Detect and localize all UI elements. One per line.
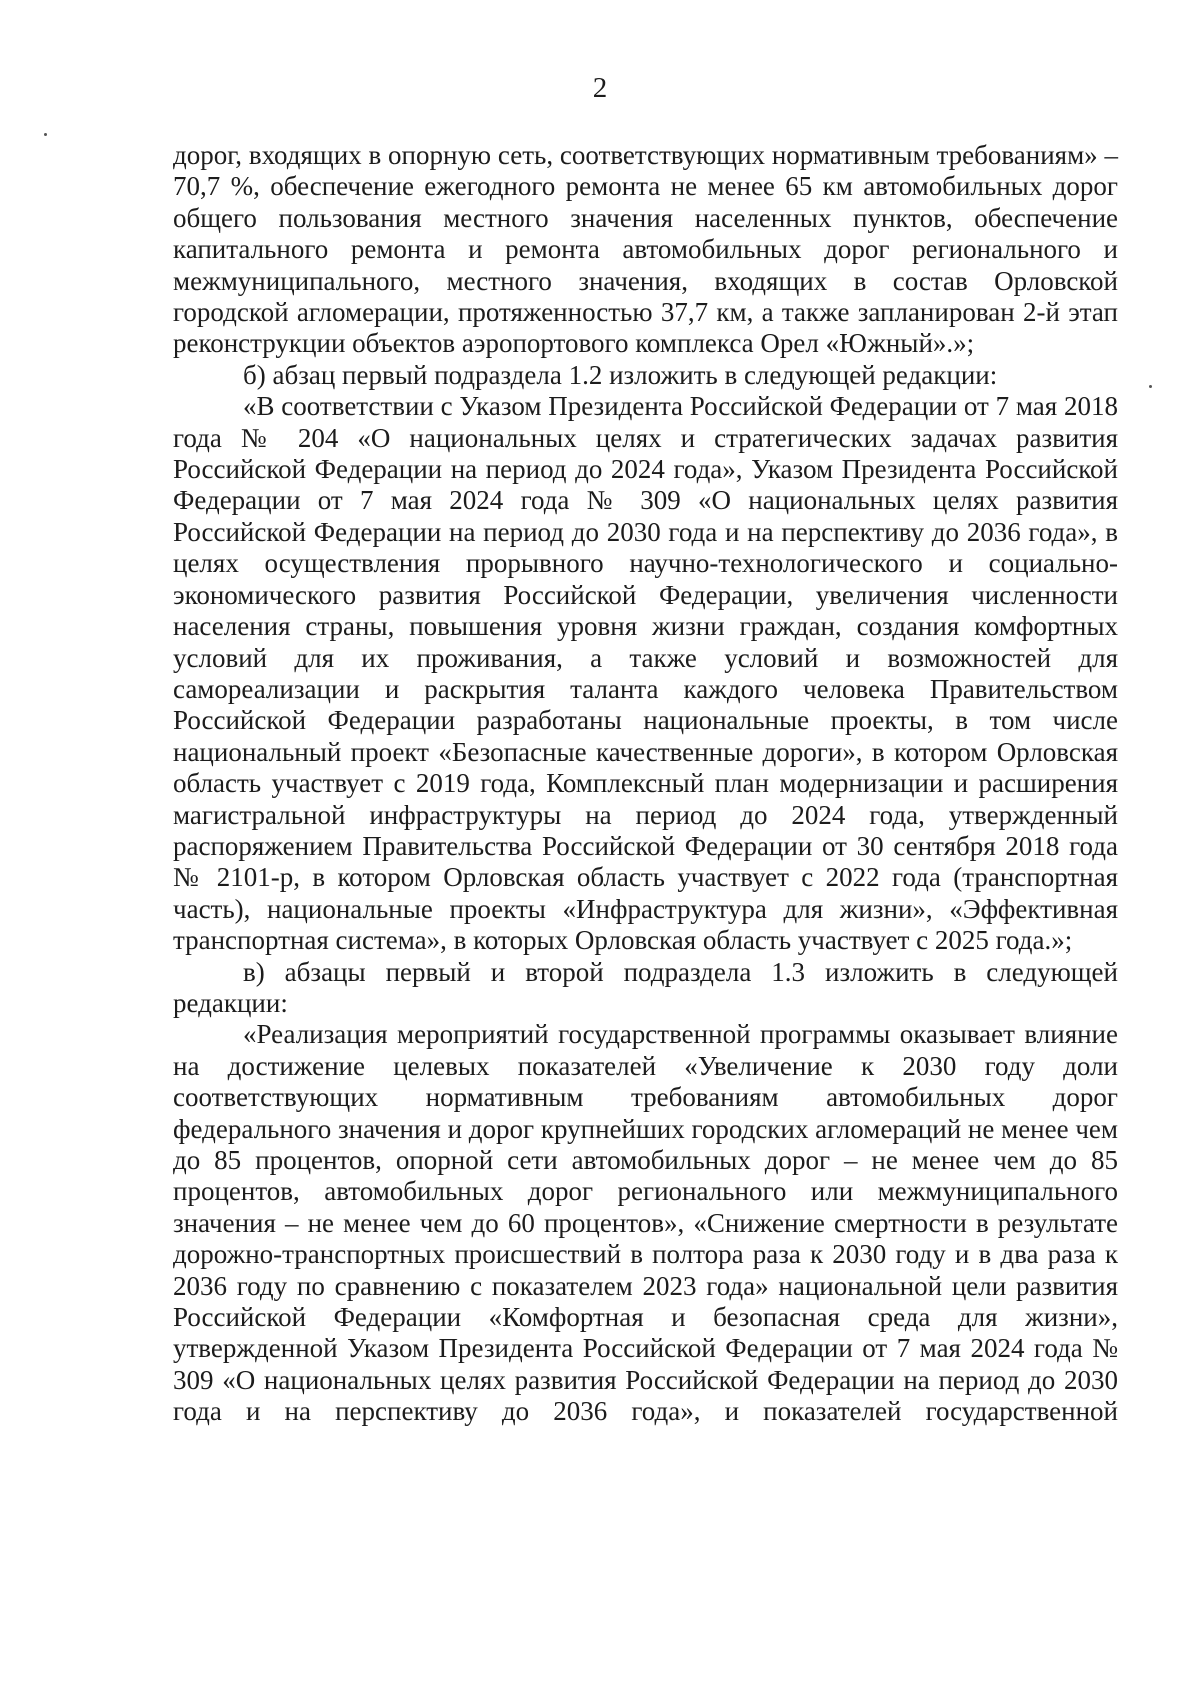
paragraph-item-v: в) абзацы первый и второй подраздела 1.3 изложить в следующей редакции: xyxy=(173,956,1118,1018)
page-number: 2 xyxy=(592,72,608,104)
scan-speck xyxy=(44,133,47,136)
document-body xyxy=(173,140,1118,1428)
paragraph-quote-1-2: «В соответствии с Указом Президента Российской Федерации от 7 мая 2018 года № 204 «О национальных целях и стратегических задачах развития Российской Федерации на период до 2024 года», Указом Президента Российской Федерации от 7 мая 2024 года № 309 «О национальных целях развития Российской Федерации на период до 2030 года и на перспективу до 2036 года», в целях осуществления прорывного научно-технологического и социально-экономического развития Российской Федерации, увеличения численности населения страны, повышения уровня жизни граждан, создания комфортных условий для их проживания, а также условий и возможностей для самореализации и раскрытия таланта каждого человека Правительством Российской Федерации разработаны национальные проекты, в том числе национальный проект «Безопасные качественные дороги», в котором Орловская область участвует с 2019 года, Комплексный план модернизации и расширения магистральной инфраструктуры на период до 2024 года, утвержденный распоряжением Правительства Российской Федерации от 30 сентября 2018 года № 2101-р, в котором Орловская область участвует с 2022 года (транспортная часть), национальные проекты «Инфраструктура для жизни», «Эффективная транспортная система», в которых Орловская область участвует с 2025 года.»; xyxy=(173,391,1118,956)
paragraph-quote-1-3: «Реализация мероприятий государственной программы оказывает влияние на достижение целевых показателей «Увеличение к 2030 году доли соответствующих нормативным требованиям автомобильных дорог федерального значения и дорог крупнейших городских агломераций не менее чем до 85 процентов, опорной сети автомобильных дорог – не менее чем до 85 процентов, автомобильных дорог регионального или межмуниципального значения – не менее чем до 60 процентов», «Снижение смертности в результате дорожно-транспортных происшествий в полтора раза к 2030 году и в два раза к 2036 году по сравнению с показателем 2023 года» национальной цели развития Российской Федерации «Комфортная и безопасная среда для жизни», утвержденной Указом Президента Российской Федерации от 7 мая 2024 года № 309 «О национальных целях развития Российской Федерации на период до 2030 года и на перспективу до 2036 года», и показателей государственной xyxy=(173,1019,1118,1427)
paragraph-item-b: б) абзац первый подраздела 1.2 изложить в следующей редакции: xyxy=(243,359,998,390)
paragraph-continuation: дорог, входящих в опорную сеть, соответствующих нормативным требованиям» – 70,7 %, обеспечение ежегодного ремонта не менее 65 км автомобильных дорог общего пользования местного значения населенных пунктов, обеспечение капитального ремонта и ремонта автомобильных дорог регионального и межмуниципального, местного значения, входящих в состав Орловской городской агломерации, протяженностью 37,7 км, а также запланирован 2-й этап реконструкции объектов аэропортового комплекса Орел «Южный».»; xyxy=(173,140,1118,359)
scan-speck xyxy=(1149,385,1152,388)
